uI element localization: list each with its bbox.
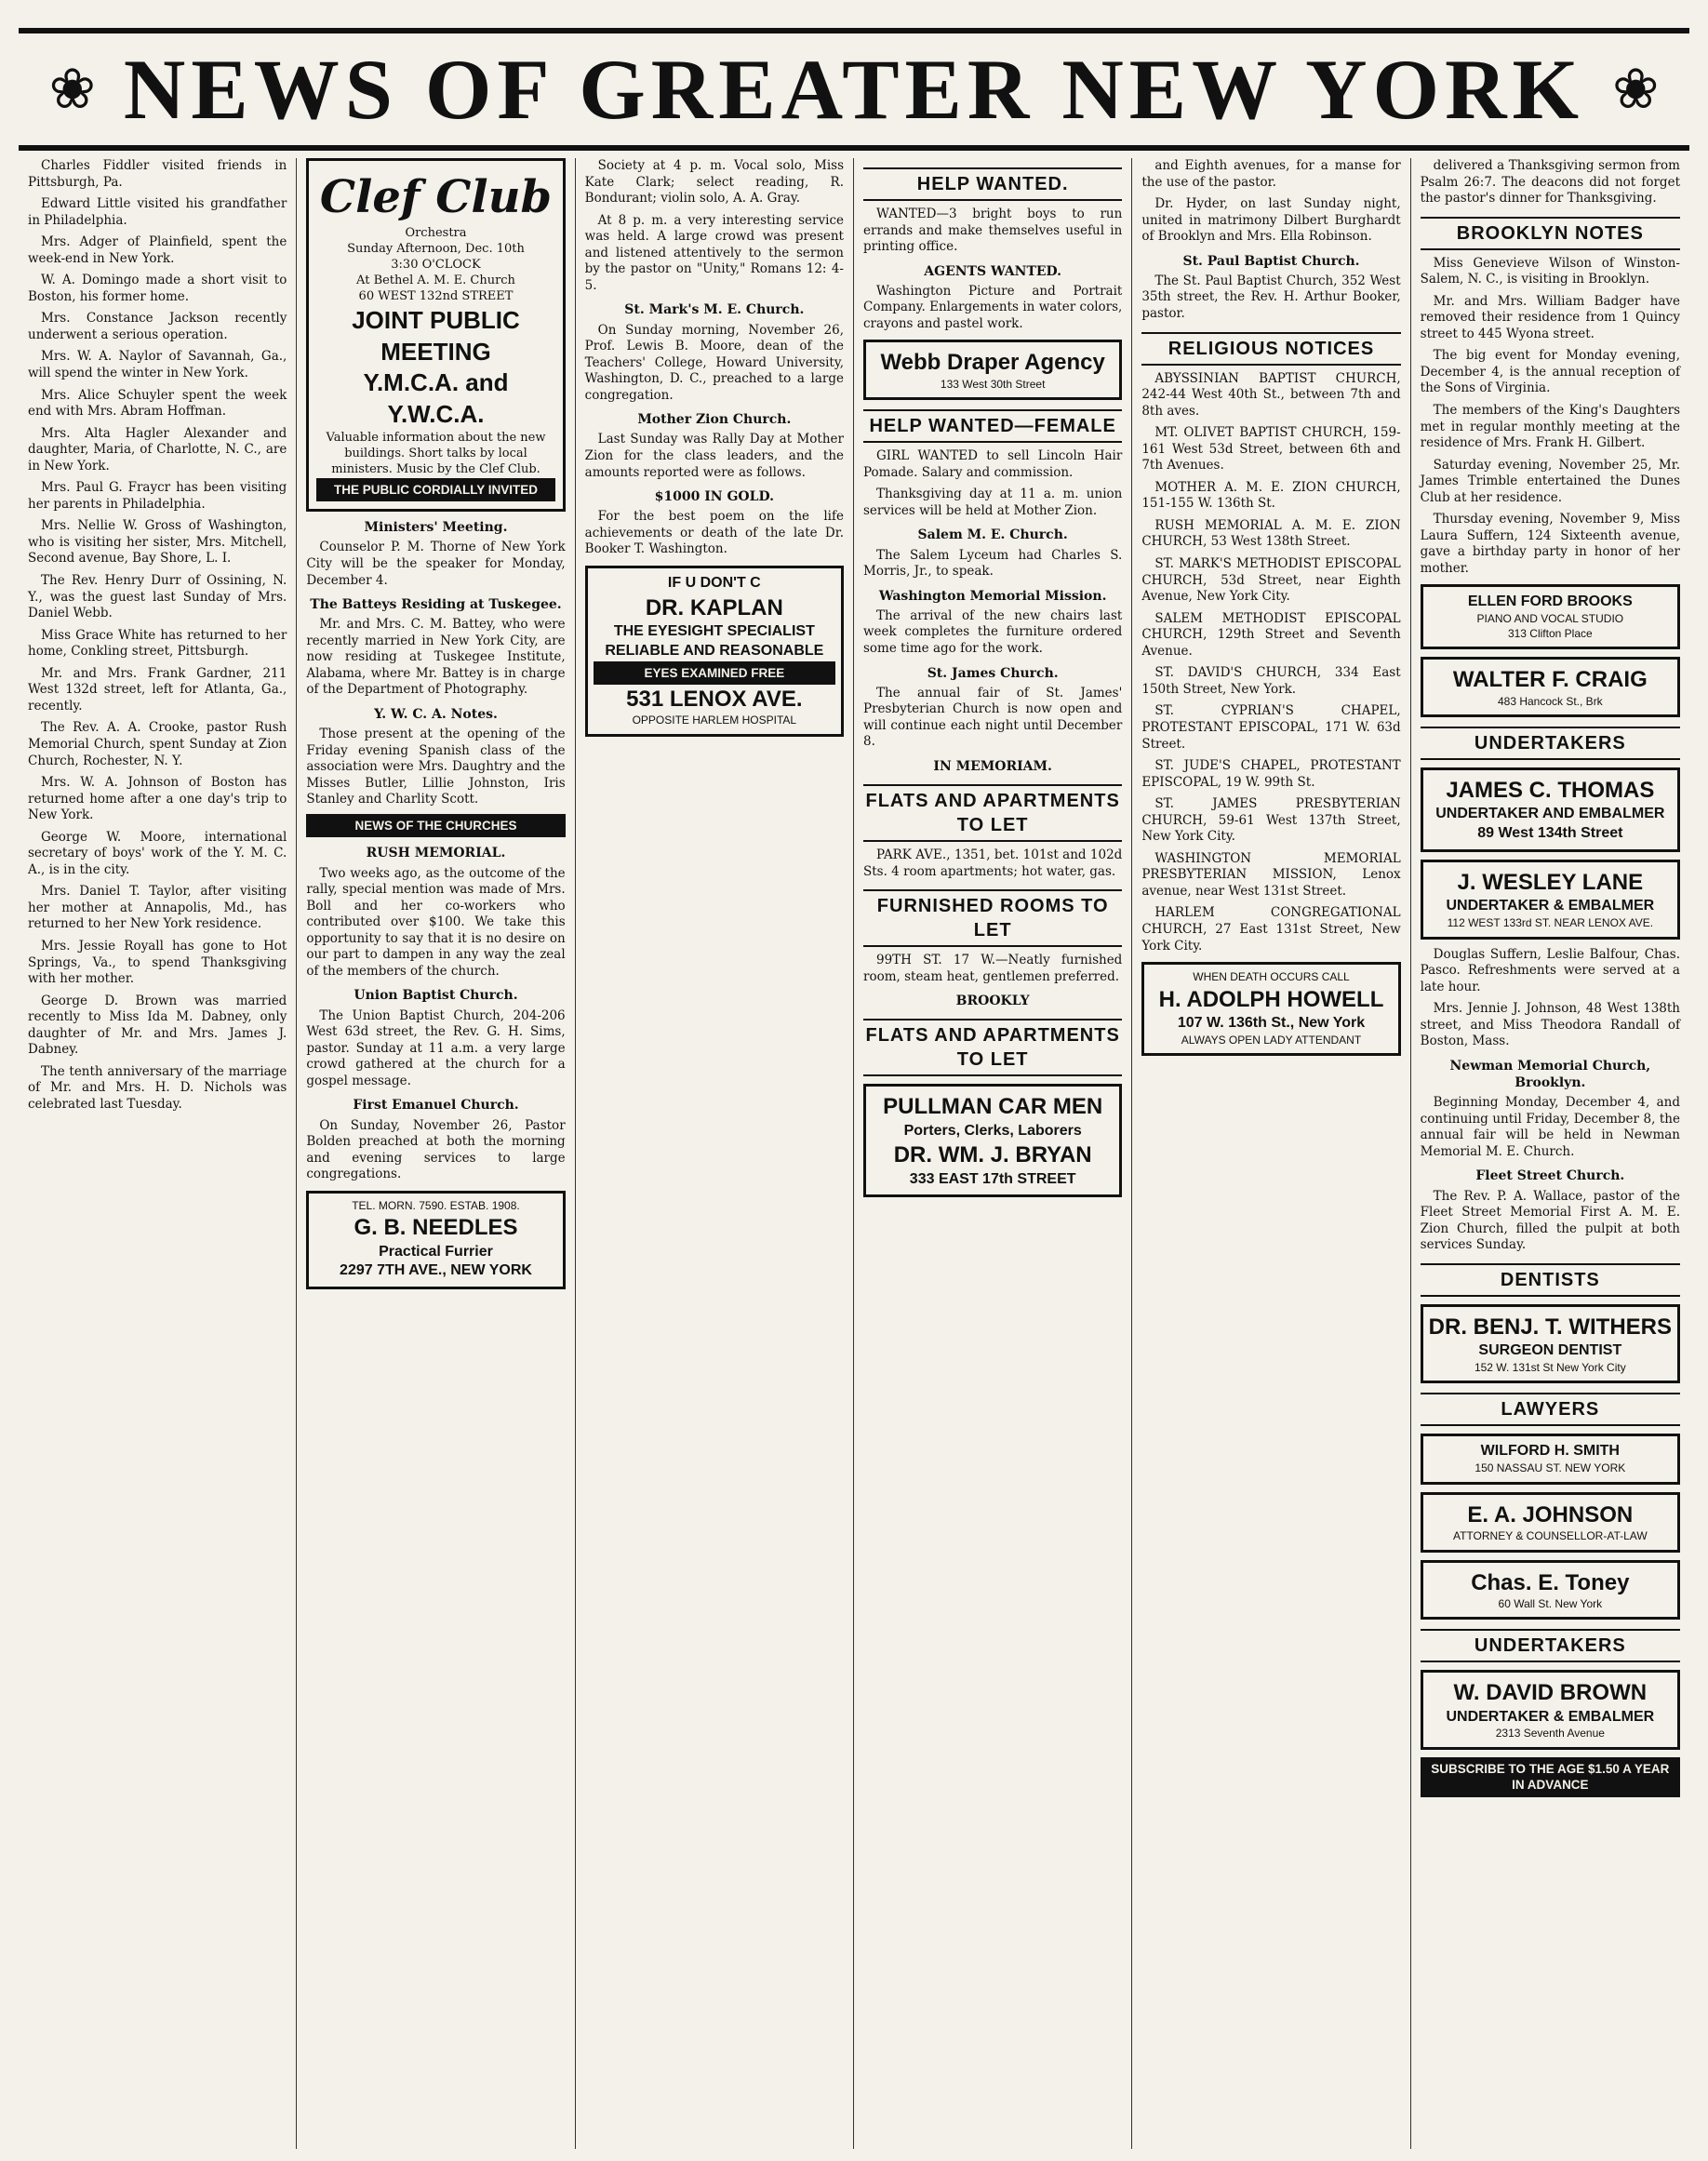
dentists-heading: DENTISTS [1421,1263,1680,1297]
personal-item: Mrs. Jessie Royall has gone to Hot Springs, Va., to spend Thanksgiving with her mother. [28,938,287,987]
paragraph: and Eighth avenues, for a manse for the use of the pastor. [1141,158,1401,190]
heading: $1000 IN GOLD. [654,489,774,505]
ad-line: SURGEON DENTIST [1478,1342,1622,1359]
personal-item: Mrs. Daniel T. Taylor, after visiting her mother at Annapolis, Md., has returned to her New York residence. [28,884,287,932]
needles-ad [306,1191,565,1289]
notice: ABYSSINIAN BAPTIST CHURCH, 242-44 West 40th St., between 7th and 8th aves. [1141,370,1401,419]
personal-item: W. A. Domingo made a short visit to Boston, his former home. [28,273,287,304]
ad-line: E. A. JOHNSON [1467,1501,1634,1527]
lane-ad [1421,860,1680,940]
brooklyn-notes-heading: BROOKLYN NOTES [1421,217,1680,250]
ad-line: ELLEN FORD BROOKS [1467,594,1633,610]
kaplan-ad [585,566,844,737]
ad-line: W. DAVID BROWN [1453,1680,1648,1706]
paragraph: On Sunday, November 26, Pastor Bolden preached at both the morning and evening services to large congregations. [306,1117,566,1182]
paragraph: Those present at the opening of the Friday evening Spanish class of the association were Mrs. Daughtry and the Misses Butler, Lillie Johnston, Iris Stanley and Charlity Scott. [306,727,566,807]
paragraph: Miss Genevieve Wilson of Winston-Salem, N. C., is visiting in Brooklyn. [1420,255,1680,287]
paragraph: Thanksgiving day at 11 a. m. union services will be held at Mother Zion. [863,487,1123,518]
personal-item: Edward Little visited his grandfather in Philadelphia. [28,196,287,228]
paragraph: The arrival of the new chairs last week completes the furniture ordered some time ago for the work. [863,607,1123,656]
ad-line: 60 Wall St. New York [1498,1596,1603,1610]
heading: Washington Memorial Mission. [878,588,1107,604]
notice: HARLEM CONGREGATIONAL CHURCH, 27 East 131st Street, New York City. [1141,905,1401,954]
paragraph: Two weeks ago, as the outcome of the rally, special mention was made of Mrs. Boll and her co-workers who contributed over $100. We take this opportunity to say that it is no desire on our part to dampen in any way the zeal of the members of the church. [306,865,566,979]
notice: ST. CYPRIAN'S CHAPEL, PROTESTANT EPISCOPAL, 171 W. 63d Street. [1141,703,1401,752]
personal-item: Charles Fiddler visited friends in Pittsburgh, Pa. [28,158,287,190]
paragraph: WANTED—3 bright boys to run errands and make themselves useful in printing office. [863,207,1123,255]
ad-name: G. B. NEEDLES [354,1215,518,1241]
clef-ymca: Y.M.C.A. and Y.W.C.A. [363,368,509,429]
ad-line: 531 LENOX AVE. [626,687,803,713]
clef-public: THE PUBLIC CORDIALLY INVITED [316,478,554,502]
religious-notices-heading: RELIGIOUS NOTICES [1141,332,1400,366]
heading: IN MEMORIAM. [933,758,1052,774]
heading: First Emanuel Church. [353,1098,519,1114]
withers-ad [1421,1304,1680,1384]
ad-line: 2313 Seventh Avenue [1495,1727,1605,1741]
paragraph: Thursday evening, November 9, Miss Laura Suffern, 124 Sixteenth avenue, gave a birthday party in honor of her mother. [1420,512,1680,576]
notice: ST. JAMES PRESBYTERIAN CHURCH, 59-61 West 137th Street, New York City. [1141,796,1401,845]
ad-line: JAMES C. THOMAS [1446,778,1655,804]
ad-tel: TEL. MORN. 7590. ESTAB. 1908. [352,1198,520,1212]
personal-item: George W. Moore, international secretary of boys' work of the Y. M. C. A., is in the city. [28,829,287,877]
notice: ST. DAVID'S CHURCH, 334 East 150th Street, New York. [1141,665,1401,697]
personal-item: The Rev. A. A. Crooke, pastor Rush Memorial Church, spent Sunday at Zion Church, Rochester, N. Y. [28,720,287,768]
ad-line: 483 Hancock St., Brk [1497,694,1603,708]
heading: St. James Church. [927,665,1059,681]
brown-ad [1421,1670,1680,1750]
ad-line: WILFORD H. SMITH [1480,1443,1620,1460]
paragraph: Washington Picture and Portrait Company. Enlargements in water colors, crayons and pastel work. [863,283,1123,331]
paragraph: Mrs. Jennie J. Johnson, 48 West 138th street, and Miss Theodora Randall of Boston, Mass. [1420,1001,1680,1049]
paragraph: The Salem Lyceum had Charles S. Morris, Jr., to speak. [863,547,1123,580]
personal-item: Mrs. Constance Jackson recently underwent a serious operation. [28,311,287,342]
personal-item: Mrs. W. A. Johnson of Boston has returned home after a one day's trip to New York. [28,775,287,823]
personal-item: Mrs. Alta Hagler Alexander and daughter, Maria, of Charlotte, N. C., are in New York. [28,425,287,474]
masthead [19,28,1689,151]
clef-date: Sunday Afternoon, Dec. 10th [347,242,525,257]
ad-line: WALTER F. CRAIG [1452,667,1648,693]
paragraph: The big event for Monday evening, December 4, is the annual reception of the Sons of Virginia. [1420,348,1680,396]
ad-addr: 2297 7TH AVE., NEW YORK [340,1262,532,1279]
paragraph: At 8 p. m. a very interesting service was held. A large crowd was present and listened attentively to the sermon by the pastor on "Unity," Romans 12: 4-5. [584,212,844,293]
clef-club-ad [306,158,565,512]
brooks-ad [1421,584,1680,649]
clef-club-name: Clef Club [319,171,553,223]
column-4 [854,158,1132,2149]
masthead-title: NEWS OF GREATER NEW YORK [123,42,1585,137]
ad-line: 112 WEST 133rd ST. NEAR LENOX AVE. [1447,916,1654,930]
column-6 [1411,158,1689,2149]
paragraph: The annual fair of St. James' Presbyterian Church is now open and will continue each night until December 8. [863,685,1123,750]
clef-time: 3:30 O'CLOCK [391,258,481,273]
ad-line: 150 NASSAU ST. NEW YORK [1474,1461,1626,1475]
clef-place: At Bethel A. M. E. Church [356,273,515,288]
paragraph: The St. Paul Baptist Church, 352 West 35th street, the Rev. H. Arthur Booker, pastor. [1141,273,1401,322]
heading: St. Paul Baptist Church. [1182,253,1360,269]
column-3 [576,158,854,2149]
personal-item: Mr. and Mrs. Frank Gardner, 211 West 132d street, left for Atlanta, Ga., recently. [28,665,287,714]
notice: SALEM METHODIST EPISCOPAL CHURCH, 129th Street and Seventh Avenue. [1141,610,1401,659]
ad-line: Porters, Clerks, Laborers [903,1122,1082,1139]
paragraph: delivered a Thanksgiving sermon from Psalm 26:7. The deacons did not forget the pastor's dinner for Thanksgiving. [1420,158,1680,207]
churches-banner: NEWS OF THE CHURCHES [306,814,565,838]
personal-item: Mrs. Paul G. Fraycr has been visiting her parents in Philadelphia. [28,480,287,512]
paragraph: On Sunday morning, November 26, Prof. Lewis B. Moore, dean of the Teachers' College, Howard University, Washington, D. C., preached to a large congregation. [584,322,844,403]
ad-line: 133 West 30th Street [940,377,1046,391]
subscribe-banner: SUBSCRIBE TO THE AGE $1.50 A YEAR IN ADVANCE [1421,1757,1680,1797]
heading: Ministers' Meeting. [364,520,508,536]
heading: BROOKLY [955,994,1030,1009]
ad-line: UNDERTAKER AND EMBALMER [1435,806,1665,822]
ad-line: Chas. E. Toney [1471,1569,1630,1595]
personal-item: Miss Grace White has returned to her home, Conkling street, Pittsburgh. [28,627,287,660]
heading: Fleet Street Church. [1475,1168,1625,1184]
paragraph: The Union Baptist Church, 204-206 West 63d street, the Rev. G. H. Sims, pastor. Sunday at 11 a.m. a very large crowd gathered at the church for a gospel message. [306,1007,566,1088]
heading: Mother Zion Church. [637,412,792,428]
paragraph: The Rev. P. A. Wallace, pastor of the Fleet Street Memorial First A. M. E. Zion Church, filled the pulpit at both services Sunday. [1420,1188,1680,1253]
paragraph: Dr. Hyder, on last Sunday night, united in matrimony Dilbert Burghardt of Brooklyn and Mrs. Ella Robinson. [1141,196,1401,245]
ad-line: RELIABLE AND REASONABLE [605,642,824,659]
personal-item: Mrs. W. A. Naylor of Savannah, Ga., will spend the winter in New York. [28,349,287,381]
help-wanted-heading: HELP WANTED. [863,167,1122,201]
thomas-ad [1421,767,1680,852]
furnished-heading: FURNISHED ROOMS TO LET [863,889,1122,947]
ad-line: OPPOSITE HARLEM HOSPITAL [632,714,797,727]
ad-line: DR. KAPLAN [645,594,783,620]
ad-line: 107 W. 136th St., New York [1177,1014,1366,1031]
personal-item: The tenth anniversary of the marriage of Mr. and Mrs. H. D. Nichols was celebrated last Tuesday. [28,1063,287,1112]
heading: Y. W. C. A. Notes. [374,707,498,722]
newspaper-columns [19,158,1689,2149]
notice: MOTHER A. M. E. ZION CHURCH, 151-155 W. 136th St. [1141,479,1401,512]
ad-line: ATTORNEY & COUNSELLOR-AT-LAW [1452,1528,1648,1542]
ad-line: H. ADOLPH HOWELL [1158,986,1384,1012]
ad-line: WHEN DEATH OCCURS CALL [1193,970,1350,984]
pullman-ad [863,1084,1122,1197]
paragraph: Counselor P. M. Thorne of New York City will be the speaker for Monday, December 4. [306,540,566,588]
ad-line: EYES EXAMINED FREE [594,661,835,686]
paragraph: The members of the King's Daughters met in regular monthly meeting at the residence of Mrs. Frank H. Gilbert. [1420,403,1680,451]
clef-orchestra: Orchestra [405,226,467,241]
maple-leaf-icon: ❀ [1612,57,1660,122]
paragraph: GIRL WANTED to sell Lincoln Hair Pomade. Salary and commission. [863,448,1123,480]
paragraph: Beginning Monday, December 4, and continuing until Friday, December 8, the annual fair will be held in Newman Memorial M. E. Church. [1420,1095,1680,1159]
ad-line: 89 West 134th Street [1477,825,1623,842]
undertakers-heading: UNDERTAKERS [1421,727,1680,760]
personal-item: George D. Brown was married recently to Miss Ida M. Dabney, only daughter of Mr. and Mrs. James J. Dabney. [28,993,287,1058]
ad-line: 152 W. 131st St New York City [1474,1360,1626,1374]
flats-heading: FLATS AND APARTMENTS TO LET [863,1019,1122,1076]
maple-leaf-icon: ❀ [48,57,96,122]
clef-joint: JOINT PUBLIC MEETING [352,305,520,366]
ad-line: Webb Draper Agency [880,350,1105,376]
personal-item: Mrs. Adger of Plainfield, spent the week-end in New York. [28,234,287,266]
flats-heading: FLATS AND APARTMENTS TO LET [863,784,1122,842]
heading: AGENTS WANTED. [924,263,1062,279]
paragraph: Mr. and Mrs. C. M. Battey, who were recently married in New York City, are now residing at Tuskegee Institute, Alabama, where Mr. Battey is in charge of the Department of Photography. [306,617,566,698]
ad-sub: Practical Furrier [379,1243,493,1260]
ad-line: UNDERTAKER & EMBALMER [1446,898,1655,914]
heading: RUSH MEMORIAL. [366,846,506,861]
clef-info: Valuable information about the new buildings. Short talks by local ministers. Music by the Clef Club. [326,431,546,476]
lawyers-heading: LAWYERS [1421,1393,1680,1426]
paragraph: Mr. and Mrs. William Badger have removed their residence from 1 Quincy street to 445 Wyona street. [1420,293,1680,341]
notice: ST. JUDE'S CHAPEL, PROTESTANT EPISCOPAL, 19 W. 99th St. [1141,758,1401,790]
personal-item: Mrs. Alice Schuyler spent the week end with Mrs. Abram Hoffman. [28,387,287,420]
ad-line: PULLMAN CAR MEN [883,1094,1103,1120]
column-personals [19,158,297,2149]
paragraph: Douglas Suffern, Leslie Balfour, Chas. Pasco. Refreshments were served at a late hour. [1420,946,1680,994]
notice: MT. OLIVET BAPTIST CHURCH, 159-161 West 53d Street, between 6th and 7th Avenues. [1141,425,1401,474]
notice: ST. MARK'S METHODIST EPISCOPAL CHURCH, 53d Street, near Eighth Avenue, New York City. [1141,556,1401,605]
ad-line: 333 EAST 17th STREET [909,1170,1076,1187]
personal-item: The Rev. Henry Durr of Ossining, N. Y., was the guest last Sunday of Mrs. Daniel Webb. [28,573,287,621]
toney-ad [1421,1560,1680,1621]
heading: Newman Memorial Church, Brooklyn. [1449,1058,1651,1091]
notice: RUSH MEMORIAL A. M. E. ZION CHURCH, 53 West 138th Street. [1141,517,1401,550]
heading: The Batteys Residing at Tuskegee. [310,597,562,613]
webb-ad [863,340,1122,400]
column-5 [1132,158,1410,2149]
howell-ad [1141,962,1400,1056]
column-2 [297,158,575,2149]
ad-line: THE EYESIGHT SPECIALIST [613,622,815,639]
heading: St. Mark's M. E. Church. [624,302,805,318]
smith-ad [1421,1434,1680,1484]
johnson-ad [1421,1492,1680,1553]
clef-address: 60 WEST 132nd STREET [358,288,514,303]
ad-line: J. WESLEY LANE [1457,870,1644,896]
help-female-heading: HELP WANTED—FEMALE [863,409,1122,443]
paragraph: PARK AVE., 1351, bet. 101st and 102d Sts. 4 room apartments; hot water, gas. [863,847,1123,879]
ad-line: PIANO AND VOCAL STUDIO [1476,612,1624,626]
paragraph: Last Sunday was Rally Day at Mother Zion for the class leaders, and the amounts reported were as follows. [584,432,844,480]
ad-line: IF U DON'T C [667,574,761,591]
heading: Union Baptist Church. [354,988,518,1004]
heading: Salem M. E. Church. [917,527,1068,543]
craig-ad [1421,657,1680,717]
ad-line: DR. BENJ. T. WITHERS [1428,1314,1673,1340]
paragraph: 99TH ST. 17 W.—Neatly furnished room, steam heat, gentlemen preferred. [863,953,1123,984]
undertakers-heading: UNDERTAKERS [1421,1629,1680,1662]
personal-item: Mrs. Nellie W. Gross of Washington, who is visiting her sister, Mrs. Mitchell, Second avenue, Bay Shore, L. I. [28,518,287,567]
ad-line: UNDERTAKER & EMBALMER [1446,1708,1655,1725]
ad-line: 313 Clifton Place [1507,626,1593,640]
notice: WASHINGTON MEMORIAL PRESBYTERIAN MISSION, Lenox avenue, near West 131st Street. [1141,850,1401,899]
ad-line: ALWAYS OPEN LADY ATTENDANT [1181,1033,1362,1047]
paragraph: Saturday evening, November 25, Mr. James Trimble entertained the Dunes Club at her residence. [1420,457,1680,505]
paragraph: For the best poem on the life achievements or death of the late Dr. Booker T. Washington. [584,509,844,557]
ad-line: DR. WM. J. BRYAN [893,1142,1092,1168]
paragraph: Society at 4 p. m. Vocal solo, Miss Kate Clark; select reading, R. Bondurant; violin solo, A. A. Gray. [584,158,844,207]
